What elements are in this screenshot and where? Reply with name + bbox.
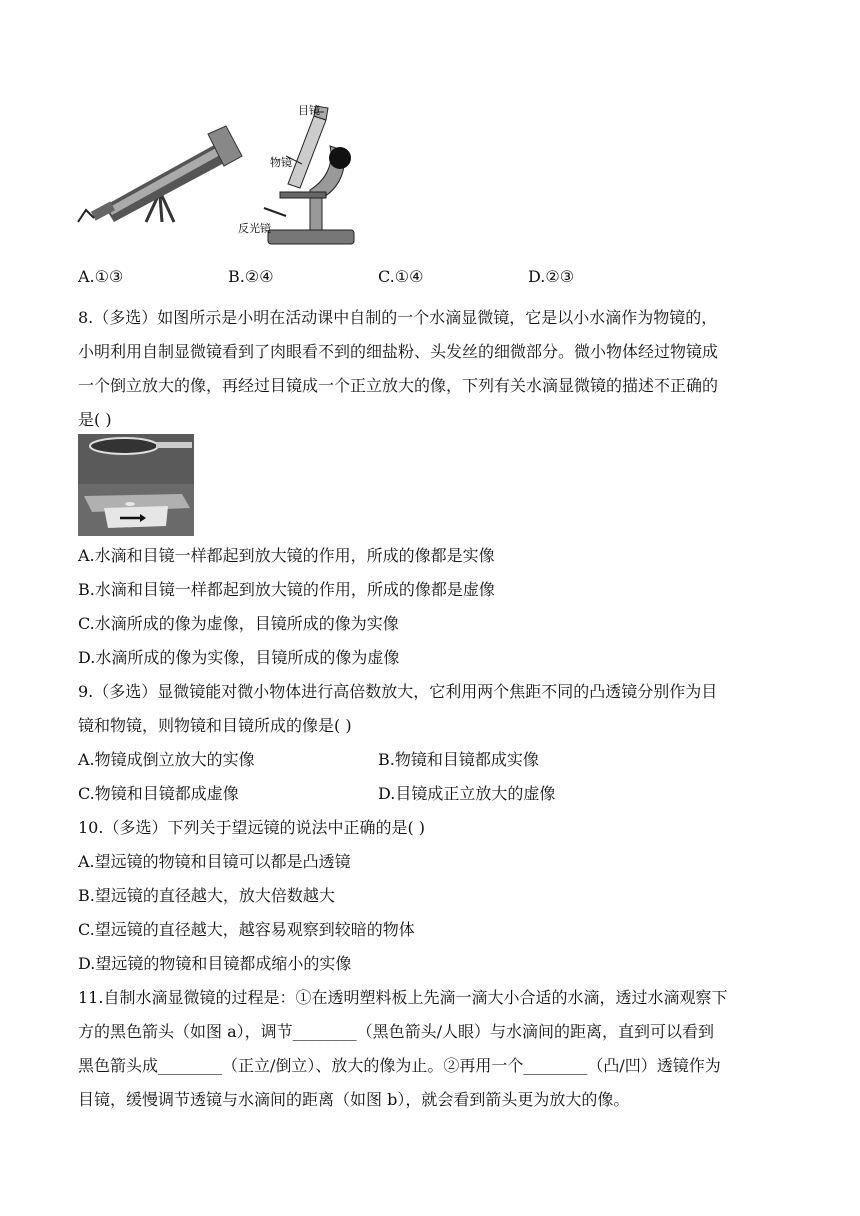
label-mirror: 反光镜 — [238, 223, 271, 235]
q11-text-line: 黑色箭头成________（正立/倒立）、放大的像为止。②再用一个________（凸/凹）透镜作为 — [78, 1056, 721, 1075]
q9-option-c[interactable]: C.物镜和目镜都成虚像 — [78, 784, 239, 803]
q11-text-line: 11.自制水滴显微镜的过程是：①在透明塑料板上先滴一滴大小合适的水滴，透过水滴观察下 — [78, 988, 728, 1007]
focus-knob — [329, 147, 351, 169]
label-eyepiece: 目镜 — [298, 105, 320, 117]
q11-text-line: 方的黑色箭头（如图 a），调节________（黑色箭头/人眼）与水滴间的距离，直到可以看到 — [78, 1022, 715, 1041]
microscope-figure — [230, 98, 360, 250]
microscope-stage — [280, 192, 326, 198]
q8-stem-line: 一个倒立放大的像，再经过目镜成一个正立放大的像，下列有关水滴显微镜的描述不正确的 — [78, 376, 719, 395]
lens-rim — [90, 438, 158, 454]
q9-stem-line: 9.（多选）显微镜能对微小物体进行高倍数放大，它利用两个焦距不同的凸透镜分别作为目 — [78, 682, 718, 701]
q8-option-c[interactable]: C.水滴所成的像为虚像，目镜所成的像为实像 — [78, 614, 399, 633]
q9-option-a[interactable]: A.物镜成倒立放大的实像 — [78, 750, 255, 769]
q10-option-b[interactable]: B.望远镜的直径越大，放大倍数越大 — [78, 886, 335, 905]
water-drop-microscope-photo — [78, 434, 194, 536]
q9-option-d[interactable]: D.目镜成正立放大的虚像 — [378, 784, 556, 803]
q10-option-c[interactable]: C.望远镜的直径越大，越容易观察到较暗的物体 — [78, 920, 415, 939]
q8-stem-line: 是( ) — [78, 410, 112, 429]
q9-stem-line: 镜和物镜，则物镜和目镜所成的像是( ) — [78, 716, 352, 735]
microscope-base — [268, 230, 354, 244]
q7-option-c[interactable]: C.①④ — [378, 267, 424, 286]
q7-option-b[interactable]: B.②④ — [228, 267, 274, 286]
q7-option-a[interactable]: A.①③ — [78, 267, 124, 286]
lens-handle — [156, 442, 192, 448]
q10-option-d[interactable]: D.望远镜的物镜和目镜都成缩小的实像 — [78, 954, 352, 973]
q10-option-a[interactable]: A.望远镜的物镜和目镜可以都是凸透镜 — [78, 852, 351, 871]
q10-stem: 10.（多选）下列关于望远镜的说法中正确的是( ) — [78, 818, 426, 837]
q11-text-line: 目镜，缓慢调节透镜与水滴间的距离（如图 b），就会看到箭头更为放大的像。 — [78, 1090, 630, 1109]
q8-stem-line: 小明利用自制显微镜看到了肉眼看不到的细盐粉、头发丝的细微部分。微小物体经过物镜成 — [78, 342, 719, 361]
microscope-tube — [288, 106, 328, 188]
q8-option-b[interactable]: B.水滴和目镜一样都起到放大镜的作用，所成的像都是虚像 — [78, 580, 495, 599]
q7-option-d[interactable]: D.②③ — [528, 267, 575, 286]
label-objective: 物镜 — [270, 157, 292, 169]
q8-option-a[interactable]: A.水滴和目镜一样都起到放大镜的作用，所成的像都是实像 — [78, 546, 495, 565]
telescope-figure — [76, 124, 246, 224]
q7-options — [78, 267, 778, 287]
q8-option-d[interactable]: D.水滴所成的像为实像，目镜所成的像为虚像 — [78, 648, 400, 667]
q8-stem-line: 8.（多选）如图所示是小明在活动课中自制的一个水滴显微镜，它是以小水滴作为物镜的， — [78, 308, 718, 327]
q9-option-b[interactable]: B.物镜和目镜都成实像 — [378, 750, 539, 769]
